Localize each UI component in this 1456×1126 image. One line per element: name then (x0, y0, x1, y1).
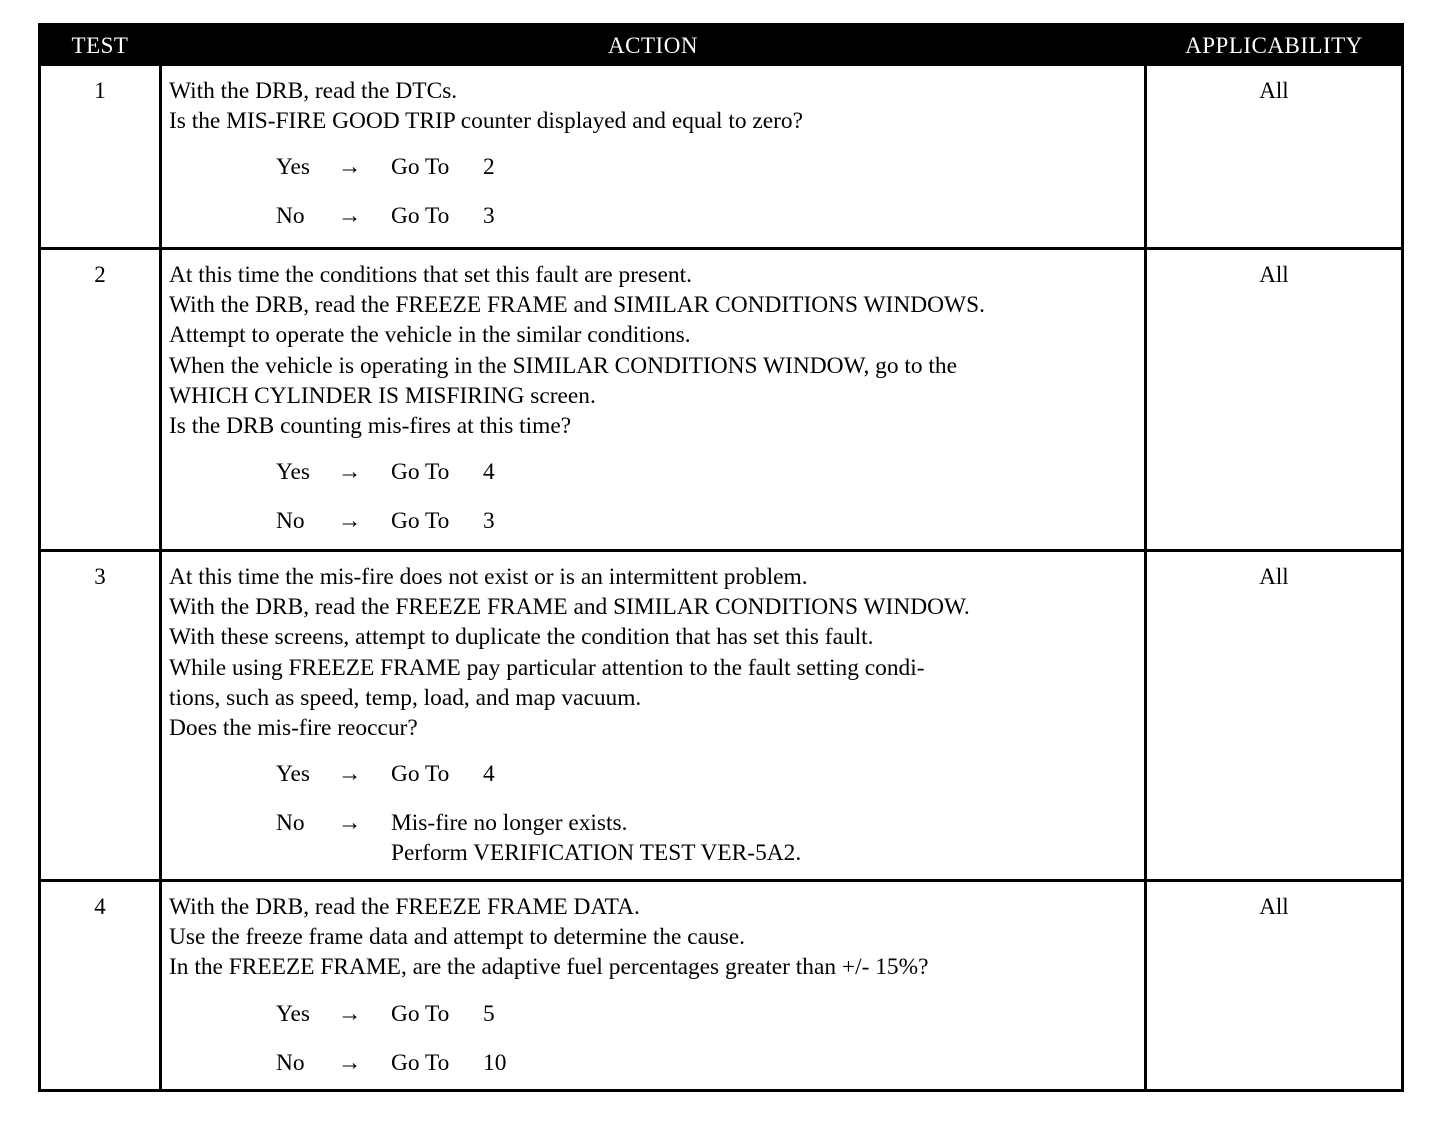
action-line: In the FREEZE FRAME, are the adaptive fuel percentages greater than +/- 15%? (169, 954, 929, 981)
header-test: TEST (71, 33, 129, 58)
arrow-icon: → (338, 810, 362, 837)
arrow-icon: → (338, 1000, 362, 1027)
goto-label: Go To (391, 154, 450, 181)
arrow-icon: → (338, 761, 362, 788)
test-number: 4 (94, 894, 106, 919)
action-line: Use the freeze frame data and attempt to determine the cause. (169, 924, 746, 951)
table-row (41, 879, 1401, 1089)
option-result (391, 999, 495, 1029)
table-row (41, 66, 1401, 247)
option-no (276, 1048, 1138, 1078)
option-result (391, 506, 495, 536)
header-action: ACTION (608, 33, 698, 58)
option-yes (276, 999, 1138, 1029)
action-line: With the DRB, read the FREEZE FRAME DATA. (169, 894, 640, 920)
action-line: tions, such as speed, temp, load, and map vacuum. (169, 684, 642, 711)
option-answer: No (276, 508, 305, 535)
action-line: With the DRB, read the FREEZE FRAME and SIMILAR CONDITIONS WINDOW. (169, 594, 970, 621)
action-line: Is the MIS-FIRE GOOD TRIP counter displayed and equal to zero? (169, 108, 804, 135)
action-cell (159, 552, 1147, 879)
goto-label: Go To (391, 761, 450, 788)
option-answer: No (276, 1049, 305, 1076)
test-number: 2 (94, 262, 106, 287)
arrow-icon: → (338, 459, 362, 486)
answer-options (169, 152, 1138, 231)
option-yes (276, 759, 1138, 789)
action-line: With these screens, attempt to duplicate the condition that has set this fault. (169, 624, 874, 651)
answer-options (169, 999, 1138, 1078)
option-result (391, 1048, 506, 1078)
option-answer: Yes (276, 1000, 311, 1027)
action-cell (159, 66, 1147, 247)
header-applicability: APPLICABILITY (1185, 33, 1363, 58)
action-line: Attempt to operate the vehicle in the similar conditions. (169, 322, 691, 349)
option-no (276, 201, 1138, 231)
applicability-value: All (1259, 78, 1289, 103)
goto-target: 4 (483, 459, 495, 486)
goto-label: Go To (391, 1000, 450, 1027)
diagnostic-test-table (38, 23, 1404, 1092)
goto-label: Go To (391, 508, 450, 535)
option-answer: No (276, 203, 305, 230)
goto-target: 3 (483, 203, 495, 230)
option-result (391, 152, 495, 182)
action-line: Is the DRB counting mis-fires at this time? (169, 413, 572, 440)
result-line: Mis-fire no longer exists. (391, 810, 628, 837)
table-row (41, 247, 1401, 549)
option-yes (276, 457, 1138, 487)
goto-label: Go To (391, 203, 450, 230)
goto-target: 10 (483, 1049, 507, 1076)
goto-target: 5 (483, 1000, 495, 1027)
applicability-value: All (1259, 262, 1289, 287)
arrow-icon: → (338, 203, 362, 230)
option-answer: Yes (276, 459, 311, 486)
table-header (41, 26, 1401, 66)
option-yes (276, 152, 1138, 182)
goto-label: Go To (391, 1049, 450, 1076)
option-result (391, 201, 495, 231)
test-number: 1 (94, 78, 106, 103)
answer-options (169, 759, 1138, 868)
option-answer: Yes (276, 761, 311, 788)
applicability-value: All (1259, 564, 1289, 589)
action-line: Does the mis-fire reoccur? (169, 715, 418, 742)
goto-target: 3 (483, 508, 495, 535)
action-line: With the DRB, read the DTCs. (169, 78, 458, 104)
action-line: With the DRB, read the FREEZE FRAME and SIMILAR CONDITIONS WINDOWS. (169, 292, 985, 319)
arrow-icon: → (338, 154, 362, 181)
action-line: When the vehicle is operating in the SIMILAR CONDITIONS WINDOW, go to the (169, 352, 957, 379)
option-no (276, 506, 1138, 536)
applicability-value: All (1259, 894, 1289, 919)
option-answer: No (276, 810, 305, 837)
option-result (391, 457, 495, 487)
option-result (391, 808, 801, 868)
goto-target: 2 (483, 154, 495, 181)
goto-target: 4 (483, 761, 495, 788)
action-cell (159, 250, 1147, 549)
table-row (41, 549, 1401, 879)
answer-options (169, 457, 1138, 536)
action-line: At this time the mis-fire does not exist or is an intermittent problem. (169, 564, 808, 590)
action-line: WHICH CYLINDER IS MISFIRING screen. (169, 382, 596, 409)
test-number: 3 (94, 564, 106, 589)
result-line: Perform VERIFICATION TEST VER-5A2. (391, 840, 802, 867)
goto-label: Go To (391, 459, 450, 486)
option-answer: Yes (276, 154, 311, 181)
action-cell (159, 882, 1147, 1089)
arrow-icon: → (338, 508, 362, 535)
option-result (391, 759, 495, 789)
action-line: While using FREEZE FRAME pay particular attention to the fault setting condi- (169, 654, 925, 681)
arrow-icon: → (338, 1049, 362, 1076)
action-line: At this time the conditions that set this fault are present. (169, 262, 692, 288)
option-no (276, 808, 1138, 868)
